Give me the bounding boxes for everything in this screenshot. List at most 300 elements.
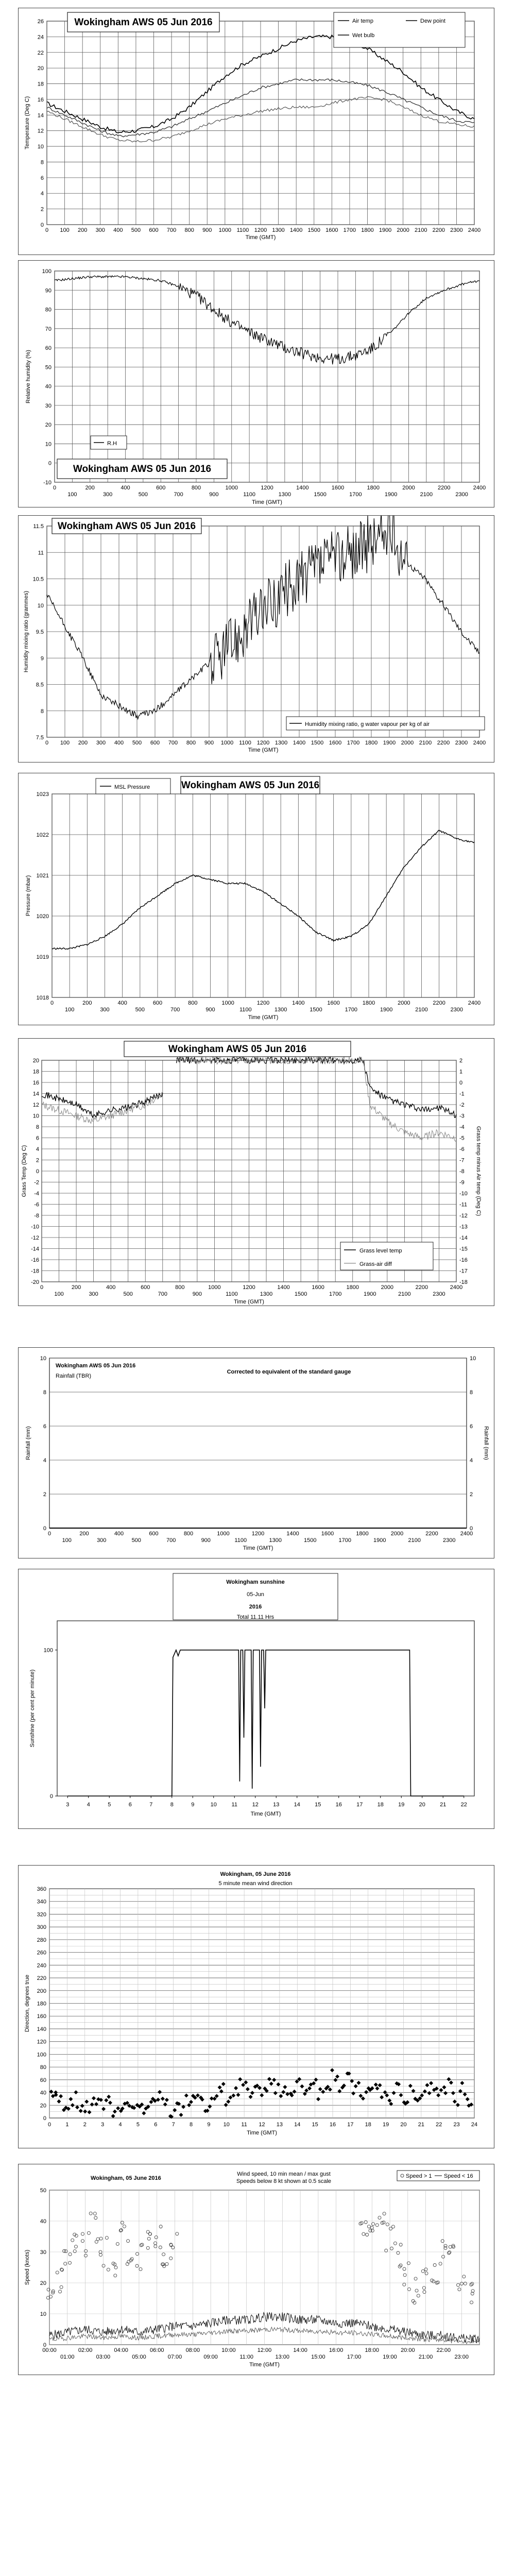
y-tick-label: 8 xyxy=(40,708,44,715)
y-tick-label: 300 xyxy=(37,1924,46,1931)
x-tick-label: 2300 xyxy=(455,740,468,746)
x-tick-label: 00:00 xyxy=(42,2347,57,2353)
y-tick-label: 10 xyxy=(40,2311,46,2317)
y-right-tick-label: -18 xyxy=(459,1279,468,1285)
plot-area xyxy=(57,1621,474,1796)
x-tick-label: 9 xyxy=(207,2122,211,2128)
x-tick-label: 2000 xyxy=(381,1284,394,1291)
x-tick-label: 19 xyxy=(383,2122,389,2128)
y-axis-label: Humidity mixing ratio (grammes) xyxy=(23,590,29,673)
y-axis-label: Speed (knots) xyxy=(24,2249,30,2285)
x-tick-label: 12 xyxy=(259,2122,265,2128)
x-axis-label: Time (GMT) xyxy=(249,2362,280,2368)
x-tick-label: 18:00 xyxy=(365,2347,380,2353)
x-tick-label: 0 xyxy=(40,1284,44,1291)
x-tick-label: 1800 xyxy=(346,1284,359,1291)
y-tick-label: 320 xyxy=(37,1911,46,1918)
x-tick-label: 200 xyxy=(78,740,88,746)
legend-entry: Grass level temp xyxy=(359,1248,402,1254)
x-tick-label: 700 xyxy=(166,227,177,233)
x-tick-label: 400 xyxy=(114,1531,124,1537)
x-tick-label: 1600 xyxy=(329,740,342,746)
x-tick-label: 200 xyxy=(79,1531,89,1537)
x-tick-label: 1200 xyxy=(261,485,273,491)
x-tick-label: 4 xyxy=(118,2122,122,2128)
x-tick-label: 2 xyxy=(83,2122,87,2128)
y-axis-label: Pressure (mbar) xyxy=(25,875,31,917)
legend-entry: Dew point xyxy=(420,18,445,24)
x-tick-label: 2100 xyxy=(415,227,427,233)
y-tick-label: 20 xyxy=(40,2103,46,2109)
y-tick-label: 40 xyxy=(40,2218,46,2225)
y-tick-label: -8 xyxy=(34,1213,39,1219)
y-right-tick-label: 10 xyxy=(470,1355,476,1362)
chart-note: Corrected to equivalent of the standard gauge xyxy=(227,1369,351,1375)
x-tick-label: 2400 xyxy=(468,227,481,233)
x-tick-label: 22 xyxy=(460,1802,467,1808)
x-tick-label: 1600 xyxy=(312,1284,324,1291)
y-tick-label: 18 xyxy=(37,81,44,88)
x-tick-label: 1000 xyxy=(208,1284,221,1291)
x-tick-label: 1100 xyxy=(239,740,251,746)
chart-year: 2016 xyxy=(249,1604,262,1610)
y-tick-label: -6 xyxy=(34,1201,39,1208)
x-tick-label: 1300 xyxy=(274,740,288,746)
x-tick-label: 800 xyxy=(186,740,196,746)
x-tick-label: 300 xyxy=(95,227,105,233)
x-tick-label: 1900 xyxy=(383,740,396,746)
y-right-tick-label: -4 xyxy=(459,1124,465,1130)
x-tick-label: 500 xyxy=(131,1537,141,1544)
x-tick-label: 300 xyxy=(96,740,106,746)
x-tick-label: 1500 xyxy=(294,1291,307,1297)
y-tick-label: 70 xyxy=(45,326,52,332)
y-tick-label: 20 xyxy=(32,1058,39,1064)
legend-entry: Speed > 1 xyxy=(406,2173,432,2179)
x-tick-label: 700 xyxy=(158,1291,167,1297)
y-tick-label: 90 xyxy=(45,287,52,294)
x-tick-label: 2000 xyxy=(390,1531,404,1537)
sunshine-chart-panel xyxy=(18,1569,494,1829)
x-tick-label: 2200 xyxy=(438,485,451,491)
x-tick-label: 21:00 xyxy=(418,2354,433,2360)
x-tick-label: 24 xyxy=(471,2122,478,2128)
y-axis-label: Temperature (Deg C) xyxy=(24,96,30,150)
y-right-tick-label: -1 xyxy=(459,1091,465,1097)
x-tick-label: 5 xyxy=(136,2122,140,2128)
chart-title: Wokingham AWS 05 Jun 2016 xyxy=(56,1363,136,1369)
y-tick-label: 10 xyxy=(40,1355,46,1362)
y-tick-label: 24 xyxy=(37,34,44,41)
y-tick-label: 20 xyxy=(40,2280,46,2286)
y-tick-label: 2 xyxy=(43,1492,46,1498)
y-right-tick-label: -6 xyxy=(459,1146,465,1153)
y-right-tick-label: -8 xyxy=(459,1168,465,1175)
x-tick-label: 1100 xyxy=(234,1537,247,1544)
x-tick-label: 1500 xyxy=(304,1537,317,1544)
temperature-chart-panel xyxy=(18,8,494,255)
x-tick-label: 2400 xyxy=(450,1284,463,1291)
x-tick-label: 500 xyxy=(123,1291,133,1297)
x-tick-label: 2300 xyxy=(443,1537,456,1544)
wind-direction-chart xyxy=(19,1866,495,2149)
x-tick-label: 9 xyxy=(191,1802,195,1808)
x-tick-label: 1600 xyxy=(331,485,345,491)
x-tick-label: 1400 xyxy=(277,1284,290,1291)
x-tick-label: 1900 xyxy=(373,1537,386,1544)
y-tick-label: 6 xyxy=(43,1423,46,1430)
x-tick-label: 1200 xyxy=(256,1000,270,1006)
x-tick-label: 1100 xyxy=(236,227,249,233)
y-axis-label: Direction, degrees true xyxy=(24,1974,30,2032)
y-tick-label: 180 xyxy=(37,2001,46,2007)
y-tick-label: 8 xyxy=(43,1389,46,1396)
chart-subtitle: Speeds below 8 kt shown at 0.5 scale xyxy=(236,2178,332,2184)
x-tick-label: 2300 xyxy=(433,1291,445,1297)
y-right-tick-label: -10 xyxy=(459,1191,468,1197)
y-tick-label: 100 xyxy=(37,2052,46,2058)
x-tick-label: 400 xyxy=(114,740,124,746)
y-tick-label: 340 xyxy=(37,1899,46,1905)
y-tick-label: 160 xyxy=(37,2013,46,2020)
y-tick-label: 60 xyxy=(45,345,52,352)
x-tick-label: 18 xyxy=(365,2122,371,2128)
x-tick-label: 800 xyxy=(175,1284,185,1291)
x-tick-label: 2200 xyxy=(437,740,450,746)
y-tick-label: -16 xyxy=(31,1257,39,1263)
y-tick-label: 20 xyxy=(45,422,52,429)
x-tick-label: 19:00 xyxy=(383,2354,397,2360)
legend-entry: Wet bulb xyxy=(352,32,375,39)
x-tick-label: 1500 xyxy=(307,227,320,233)
y-tick-label: 1018 xyxy=(36,995,49,1001)
y-tick-label: 11 xyxy=(38,550,44,556)
y-tick-label: 4 xyxy=(43,1458,46,1464)
chart-title: Wokingham AWS 05 Jun 2016 xyxy=(57,521,196,532)
x-tick-label: 1700 xyxy=(349,492,362,498)
x-tick-label: 100 xyxy=(67,492,77,498)
x-tick-label: 1600 xyxy=(327,1000,340,1006)
x-tick-label: 1900 xyxy=(379,227,392,233)
x-tick-label: 2400 xyxy=(473,740,486,746)
x-tick-label: 2100 xyxy=(408,1537,421,1544)
chart-subtitle: Wind speed, 10 min mean / max gust xyxy=(237,2171,331,2177)
x-tick-label: 4 xyxy=(87,1802,90,1808)
x-tick-label: 2200 xyxy=(425,1531,438,1537)
x-tick-label: 1600 xyxy=(325,227,338,233)
x-tick-label: 800 xyxy=(188,1000,198,1006)
x-tick-label: 1400 xyxy=(296,485,309,491)
x-tick-label: 19 xyxy=(398,1802,405,1808)
x-tick-label: 600 xyxy=(141,1284,150,1291)
y-tick-label: -10 xyxy=(43,480,52,486)
x-tick-label: 1200 xyxy=(256,740,270,746)
chart-title: Wokingham AWS 05 Jun 2016 xyxy=(168,1044,307,1055)
y-axis-label: Relative humidity (%) xyxy=(25,350,31,403)
x-tick-label: 14 xyxy=(294,2122,301,2128)
x-tick-label: 10 xyxy=(210,1802,217,1808)
x-tick-label: 13 xyxy=(276,2122,283,2128)
x-tick-label: 2100 xyxy=(420,492,433,498)
x-tick-label: 600 xyxy=(149,1531,159,1537)
x-tick-label: 2000 xyxy=(398,1000,410,1006)
x-tick-label: 700 xyxy=(168,740,178,746)
x-tick-label: 2100 xyxy=(419,740,432,746)
x-tick-label: 2300 xyxy=(450,227,463,233)
x-tick-label: 1500 xyxy=(311,740,324,746)
chart-title: Wokingham AWS 05 Jun 2016 xyxy=(74,17,213,28)
y-tick-label: 2 xyxy=(40,206,44,213)
x-tick-label: 02:00 xyxy=(78,2347,93,2353)
x-tick-label: 1000 xyxy=(220,740,234,746)
x-tick-label: 1800 xyxy=(367,485,380,491)
x-tick-label: 22 xyxy=(436,2122,442,2128)
x-tick-label: 1000 xyxy=(221,1000,234,1006)
x-tick-label: 200 xyxy=(71,1284,81,1291)
x-tick-label: 400 xyxy=(121,485,130,491)
x-tick-label: 1700 xyxy=(329,1291,342,1297)
chart-title: Wokingham AWS 05 Jun 2016 xyxy=(181,780,320,791)
x-tick-label: 13:00 xyxy=(275,2354,290,2360)
x-tick-label: 15 xyxy=(315,1802,321,1808)
x-axis-label: Time (GMT) xyxy=(248,1014,279,1021)
y-tick-label: 1023 xyxy=(36,791,49,798)
y-right-tick-label: -16 xyxy=(459,1257,468,1263)
x-tick-label: 2300 xyxy=(450,1007,464,1013)
x-tick-label: 17 xyxy=(356,1802,363,1808)
chart-title: Wokingham sunshine xyxy=(226,1579,285,1585)
y-tick-label: 1021 xyxy=(36,873,49,879)
y-tick-label: 60 xyxy=(40,2077,46,2083)
x-tick-label: 1300 xyxy=(269,1537,282,1544)
x-tick-label: 18 xyxy=(377,1802,384,1808)
x-axis-label: Time (GMT) xyxy=(243,1545,273,1551)
y-tick-label: 10 xyxy=(32,1113,39,1120)
x-tick-label: 1800 xyxy=(356,1531,369,1537)
x-tick-label: 400 xyxy=(113,227,123,233)
x-tick-label: 1000 xyxy=(218,227,232,233)
y-tick-label: 0 xyxy=(48,460,52,467)
y-right-tick-label: -9 xyxy=(459,1179,465,1186)
y-tick-label: 1020 xyxy=(36,913,49,920)
y-tick-label: 14 xyxy=(32,1091,39,1097)
wind-speed-chart-panel xyxy=(18,2164,494,2375)
y-right-tick-label: -13 xyxy=(459,1224,468,1230)
x-tick-label: 14 xyxy=(294,1802,300,1808)
y-tick-label: 8.5 xyxy=(36,682,44,688)
x-tick-label: 15 xyxy=(312,2122,318,2128)
y-axis-label: Rainfall (mm) xyxy=(25,1426,31,1460)
y-right-axis-label: Grass temp minus Air temp (Deg C) xyxy=(475,1126,482,1216)
x-tick-label: 1600 xyxy=(321,1531,334,1537)
y-tick-label: 280 xyxy=(37,1937,46,1943)
y-axis-label: Grass Temp (Deg C) xyxy=(21,1145,27,1197)
temperature-chart xyxy=(19,8,495,256)
x-tick-label: 0 xyxy=(53,485,57,491)
y-tick-label: 20 xyxy=(37,65,44,72)
y-tick-label: 7.5 xyxy=(36,735,44,741)
y-tick-label: 4 xyxy=(40,191,44,197)
y-tick-label: 16 xyxy=(32,1080,39,1086)
x-axis-label: Time (GMT) xyxy=(252,499,282,505)
x-tick-label: 1900 xyxy=(380,1007,393,1013)
x-tick-label: 23 xyxy=(453,2122,460,2128)
y-right-tick-label: -11 xyxy=(459,1201,468,1208)
chart-subtitle: 5 minute mean wind direction xyxy=(218,1880,293,1887)
x-tick-label: 400 xyxy=(117,1000,127,1006)
y-right-tick-label: -15 xyxy=(459,1246,468,1252)
x-tick-label: 08:00 xyxy=(185,2347,200,2353)
y-right-tick-label: 1 xyxy=(459,1069,463,1075)
x-tick-label: 1700 xyxy=(347,740,360,746)
y-right-tick-label: -2 xyxy=(459,1102,465,1108)
pressure-chart xyxy=(19,773,495,1026)
x-tick-label: 1800 xyxy=(361,227,374,233)
x-tick-label: 17:00 xyxy=(347,2354,362,2360)
x-tick-label: 0 xyxy=(47,1531,52,1537)
x-tick-label: 2200 xyxy=(433,1000,445,1006)
y-tick-label: 12 xyxy=(32,1102,39,1108)
x-axis-label: Time (GMT) xyxy=(250,1811,281,1817)
x-tick-label: 2000 xyxy=(397,227,409,233)
rainfall-chart-panel xyxy=(18,1347,494,1558)
x-tick-label: 04:00 xyxy=(114,2347,128,2353)
x-tick-label: 2100 xyxy=(398,1291,411,1297)
mixing-ratio-chart-panel xyxy=(18,515,494,762)
x-tick-label: 1300 xyxy=(274,1007,287,1013)
x-tick-label: 900 xyxy=(205,1007,215,1013)
chart-subtitle: Rainfall (TBR) xyxy=(56,1373,92,1379)
y-tick-label: 140 xyxy=(37,2026,46,2032)
x-tick-label: 700 xyxy=(166,1537,176,1544)
chart-title: Wokingham, 05 June 2016 xyxy=(91,2175,161,2181)
x-tick-label: 06:00 xyxy=(149,2347,164,2353)
y-tick-label: 22 xyxy=(37,49,44,56)
y-tick-label: 220 xyxy=(37,1975,46,1982)
x-tick-label: 100 xyxy=(54,1291,64,1297)
x-tick-label: 2300 xyxy=(455,492,468,498)
y-tick-label: 10 xyxy=(37,144,44,150)
x-tick-label: 2400 xyxy=(468,1000,481,1006)
x-tick-label: 11:00 xyxy=(239,2354,254,2360)
y-axis-label: Sunshine (per cent per minute) xyxy=(29,1669,36,1748)
y-tick-label: 360 xyxy=(37,1886,46,1892)
x-tick-label: 17 xyxy=(347,2122,354,2128)
y-tick-label: 14 xyxy=(37,112,44,119)
y-tick-label: 10 xyxy=(45,441,52,448)
legend-entry: Humidity mixing ratio, g water vapour per kg of air xyxy=(305,721,430,727)
y-tick-label: -2 xyxy=(34,1179,39,1186)
y-tick-label: 4 xyxy=(36,1146,39,1153)
x-tick-label: 1400 xyxy=(292,1000,305,1006)
x-tick-label: 100 xyxy=(64,1007,75,1013)
x-tick-label: 300 xyxy=(89,1291,98,1297)
x-tick-label: 6 xyxy=(128,1802,132,1808)
legend-entry: Grass-air diff xyxy=(359,1261,392,1267)
y-right-tick-label: 6 xyxy=(470,1423,473,1430)
x-tick-label: 7 xyxy=(171,2122,175,2128)
x-tick-label: 600 xyxy=(156,485,166,491)
x-tick-label: 2000 xyxy=(401,740,414,746)
y-tick-label: 260 xyxy=(37,1950,46,1956)
x-tick-label: 13 xyxy=(273,1802,280,1808)
x-tick-label: 14:00 xyxy=(293,2347,307,2353)
y-right-tick-label: 2 xyxy=(459,1058,463,1064)
x-tick-label: 300 xyxy=(100,1007,110,1013)
x-tick-label: 05:00 xyxy=(132,2354,146,2360)
x-tick-label: 1500 xyxy=(310,1007,322,1013)
y-tick-label: 0 xyxy=(49,1793,53,1800)
y-tick-label: 6 xyxy=(36,1135,39,1142)
y-tick-label: 12 xyxy=(37,128,44,134)
y-tick-label: 0 xyxy=(40,222,44,228)
x-tick-label: 07:00 xyxy=(167,2354,182,2360)
y-tick-label: 30 xyxy=(40,2249,46,2256)
x-tick-label: 100 xyxy=(62,1537,72,1544)
x-tick-label: 1300 xyxy=(278,492,291,498)
x-tick-label: 1400 xyxy=(286,1531,299,1537)
y-right-axis-label: Rainfall (mm) xyxy=(483,1426,489,1460)
x-tick-label: 900 xyxy=(192,1291,202,1297)
x-tick-label: 10 xyxy=(223,2122,230,2128)
humidity-chart-panel xyxy=(18,260,494,507)
x-tick-label: 1800 xyxy=(362,1000,375,1006)
rainfall-chart xyxy=(19,1348,495,1559)
x-axis-label: Time (GMT) xyxy=(245,234,276,241)
x-tick-label: 2100 xyxy=(415,1007,428,1013)
y-tick-label: 100 xyxy=(42,268,52,275)
y-tick-label: 16 xyxy=(37,96,44,103)
x-tick-label: 21 xyxy=(418,2122,424,2128)
y-right-tick-label: 2 xyxy=(470,1492,473,1498)
x-tick-label: 01:00 xyxy=(60,2354,75,2360)
y-tick-label: 0 xyxy=(43,2115,46,2122)
humidity-chart xyxy=(19,261,495,508)
y-tick-label: 240 xyxy=(37,1962,46,1969)
chart-title: Wokingham AWS 05 Jun 2016 xyxy=(73,464,212,474)
x-tick-label: 1300 xyxy=(272,227,285,233)
x-tick-label: 1100 xyxy=(239,1007,252,1013)
pressure-chart-panel xyxy=(18,773,494,1025)
legend-entry: Speed < 16 xyxy=(444,2173,473,2179)
chart-title: Wokingham, 05 June 2016 xyxy=(220,1871,291,1877)
y-right-tick-label: -5 xyxy=(459,1135,465,1142)
x-tick-label: 7 xyxy=(149,1802,153,1808)
wind-direction-chart-panel xyxy=(18,1865,494,2148)
sunshine-total: Total 11.11 Hrs xyxy=(236,1614,274,1620)
x-tick-label: 300 xyxy=(97,1537,107,1544)
x-tick-label: 400 xyxy=(106,1284,116,1291)
y-right-tick-label: -14 xyxy=(459,1235,468,1241)
x-tick-label: 11 xyxy=(231,1802,237,1808)
x-tick-label: 600 xyxy=(152,1000,163,1006)
legend-entry: Air temp xyxy=(352,18,373,24)
y-tick-label: -10 xyxy=(31,1224,39,1230)
x-tick-label: 20:00 xyxy=(401,2347,415,2353)
x-tick-label: 200 xyxy=(77,227,88,233)
y-tick-label: 50 xyxy=(40,2188,46,2194)
x-tick-label: 03:00 xyxy=(96,2354,111,2360)
x-tick-label: 600 xyxy=(149,227,159,233)
y-tick-label: 26 xyxy=(37,19,44,25)
x-tick-label: 1700 xyxy=(343,227,356,233)
y-tick-label: 9 xyxy=(40,655,44,662)
x-tick-label: 1500 xyxy=(314,492,327,498)
x-tick-label: 1 xyxy=(65,2122,69,2128)
y-tick-label: 10.5 xyxy=(32,576,44,583)
x-tick-label: 500 xyxy=(135,1007,145,1013)
x-tick-label: 1700 xyxy=(345,1007,358,1013)
